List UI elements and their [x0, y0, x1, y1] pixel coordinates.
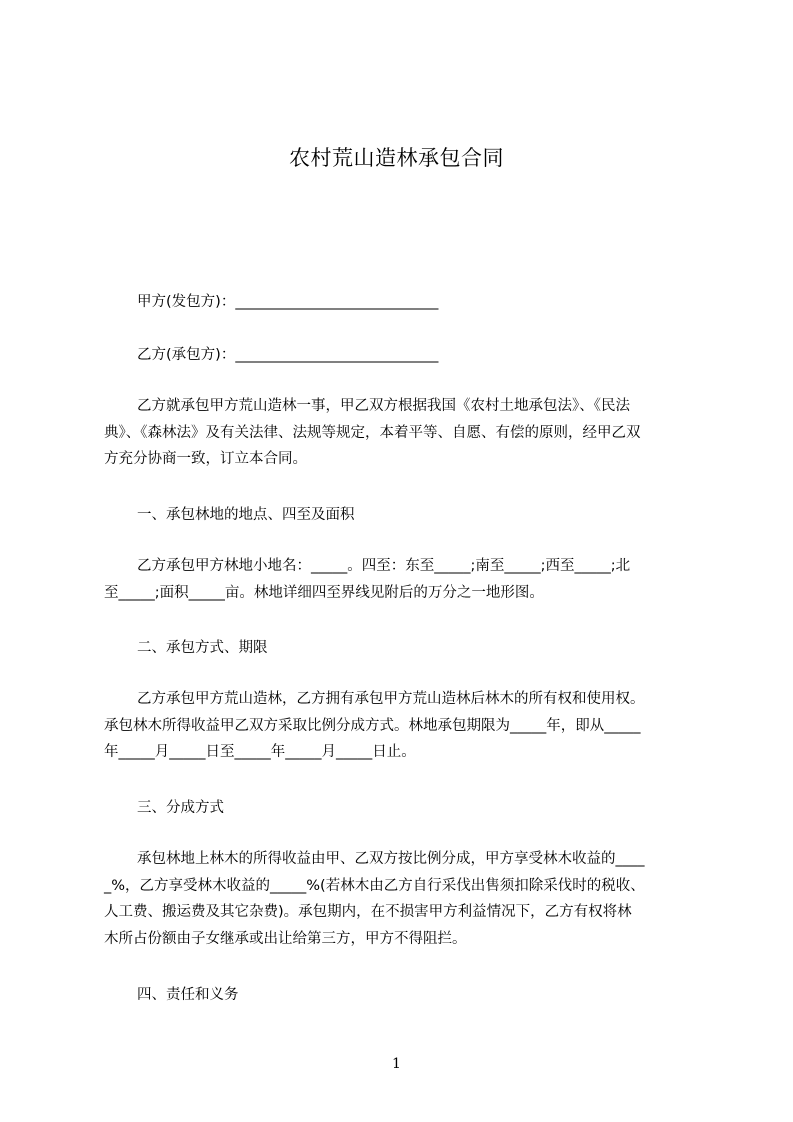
- section-heading-4: 四、责任和义务: [137, 987, 239, 1003]
- document-title: 农村荒山造林承包合同: [289, 146, 504, 170]
- section-heading-2: 二、承包方式、期限: [137, 640, 268, 656]
- page-number: 1: [392, 1056, 401, 1072]
- section-heading-1: 一、承包林地的地点、四至及面积: [137, 507, 355, 523]
- section-1-line: 乙方承包甲方林地小地名：_____。四至：东至_____;南至_____;西至_____;北: [137, 558, 631, 574]
- party-a-line: 甲方(发包方)：____________________________: [137, 294, 439, 310]
- intro-line: 乙方就承包甲方荒山造林一事，甲乙双方根据我国《农村土地承包法》、《民法: [137, 398, 630, 414]
- section-3-line: _%，乙方享受林木收益的_____%(若林木由乙方自行采伐出售须扣除采伐时的税收、: [104, 877, 645, 894]
- intro-line: 典》、《森林法》及有关法律、法规等规定，本着平等、自愿、有偿的原则，经甲乙双: [104, 424, 641, 441]
- section-2-line: 承包林木所得收益甲乙双方采取比例分成方式。林地承包期限为_____年，即从_____: [104, 717, 641, 734]
- section-2-line: 年_____月_____日至_____年_____月_____日止。: [104, 744, 416, 760]
- intro-line: 方充分协商一致，订立本合同。: [104, 451, 307, 467]
- intro-paragraph: [104, 393, 700, 473]
- section-heading-3: 三、分成方式: [137, 800, 224, 816]
- section-3-line: 承包林地上林木的所得收益由甲、乙双方按比例分成，甲方享受林木收益的____: [137, 851, 645, 867]
- section-1-line: 至_____;面积_____亩。林地详细四至界线见附后的万分之一地形图。: [104, 584, 544, 601]
- section-2-paragraph: [104, 686, 700, 766]
- section-3-line: 木所占份额由子女继承或出让给第三方，甲方不得阻拦。: [104, 930, 467, 947]
- party-b-line: 乙方(承包方)：____________________________: [137, 347, 439, 363]
- section-3-paragraph: [104, 846, 700, 952]
- section-2-line: 乙方承包甲方荒山造林，乙方拥有承包甲方荒山造林后林木的所有权和使用权。: [137, 691, 645, 707]
- section-1-paragraph: [104, 553, 700, 606]
- section-3-line: 人工费、搬运费及其它杂费)。承包期内，在不损害甲方利益情况下，乙方有权将林: [104, 904, 632, 920]
